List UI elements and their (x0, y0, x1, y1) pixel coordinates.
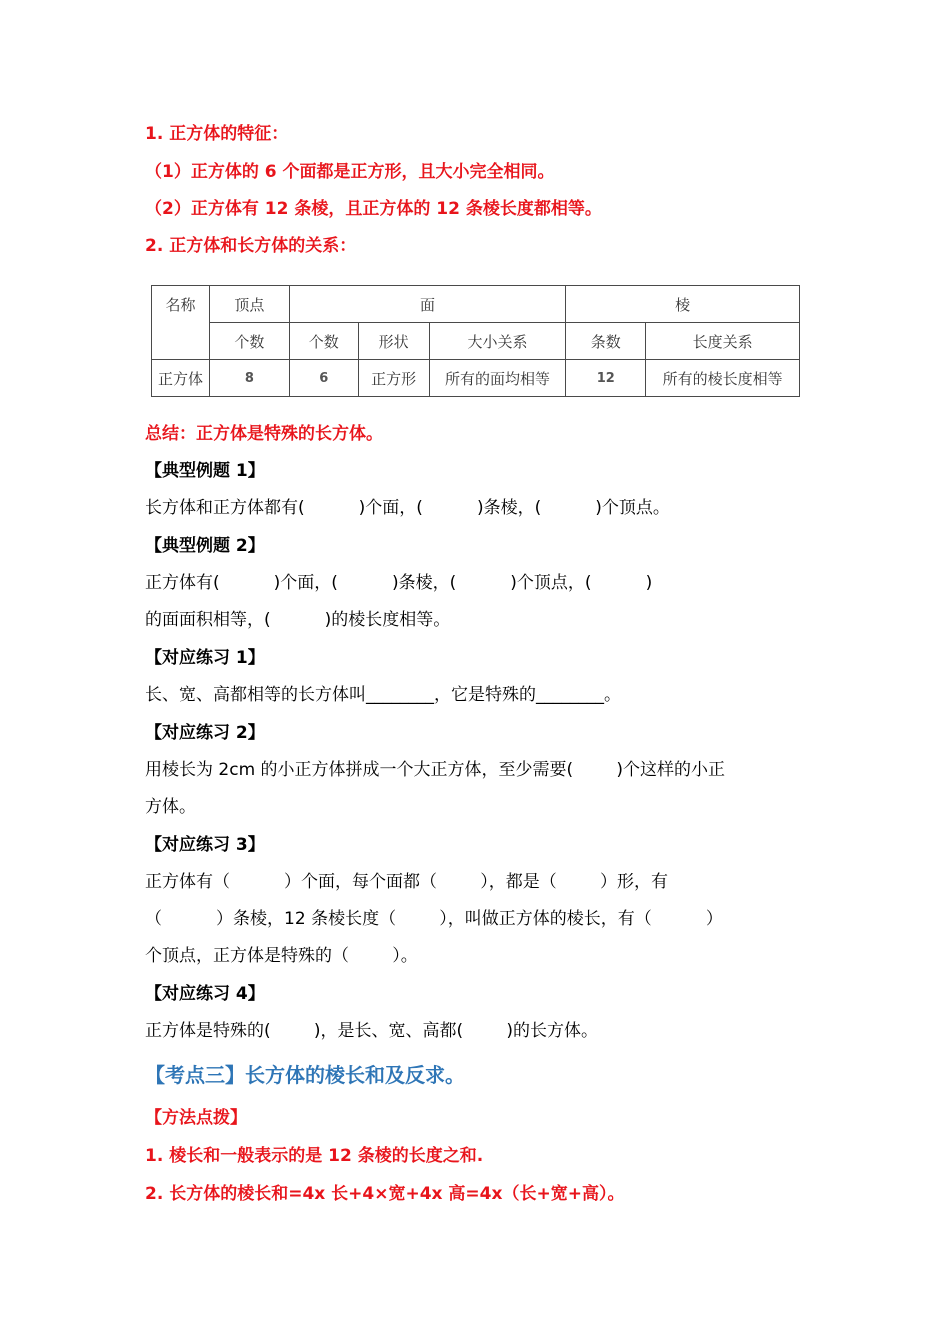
practice3-question-line1: 正方体有（ ）个面，每个面都（ ），都是（ ）形，有 (145, 872, 668, 892)
table-header-row (152, 286, 800, 323)
keypoint3-title: 【考点三】长方体的棱长和及反求。 (145, 1063, 465, 1087)
sub-face-shape: 形状 (358, 323, 429, 360)
practice1-question: 长、宽、高都相等的长方体叫________，它是特殊的________。 (145, 685, 621, 705)
row-face-size: 所有的面均相等 (429, 360, 566, 397)
row-name: 正方体 (152, 360, 210, 397)
sub-face-size: 大小关系 (429, 323, 566, 360)
section2-title: 2. 正方体和长方体的关系： (145, 236, 357, 256)
sub-face-count: 个数 (289, 323, 358, 360)
header-name: 名称 (152, 286, 210, 360)
practice3-question-line2: （ ）条棱，12 条棱长度（ ），叫做正方体的棱长，有（ ） (145, 909, 723, 929)
table-subheader-row (152, 323, 800, 360)
practice2-title: 【对应练习 2】 (145, 723, 265, 743)
table-row (152, 360, 800, 397)
cube-cuboid-relation-table (151, 285, 800, 397)
cube-feature-1: （1）正方体的 6 个面都是正方形，且大小完全相同。 (145, 162, 555, 182)
practice2-question-line2: 方体。 (145, 797, 196, 817)
practice4-title: 【对应练习 4】 (145, 984, 265, 1004)
header-vertex: 顶点 (209, 286, 289, 323)
cube-feature-2: （2）正方体有 12 条棱，且正方体的 12 条棱长度都相等。 (145, 199, 602, 219)
example2-title: 【典型例题 2】 (145, 536, 265, 556)
header-face: 面 (289, 286, 566, 323)
method-point-2: 2. 长方体的棱长和=4x 长+4×宽+4x 高=4x（长+宽+高）。 (145, 1184, 625, 1204)
example2-question-line2: 的面面积相等，( )的棱长度相等。 (145, 610, 451, 630)
sub-edge-length: 长度关系 (646, 323, 800, 360)
practice4-question: 正方体是特殊的( )，是长、宽、高都( )的长方体。 (145, 1021, 598, 1041)
practice1-title: 【对应练习 1】 (145, 648, 265, 668)
row-face-count: 6 (289, 360, 358, 397)
example2-question-line1: 正方体有( )个面，( )条棱，( )个顶点，( ) (145, 573, 653, 593)
header-edge: 棱 (566, 286, 800, 323)
example1-question: 长方体和正方体都有( )个面，( )条棱，( )个顶点。 (145, 498, 670, 518)
practice3-question-line3: 个顶点，正方体是特殊的（ ）。 (145, 946, 418, 966)
summary: 总结：正方体是特殊的长方体。 (145, 424, 383, 444)
row-edge-length: 所有的棱长度相等 (646, 360, 800, 397)
row-face-shape: 正方形 (358, 360, 429, 397)
method-title: 【方法点拨】 (145, 1108, 247, 1128)
sub-edge-count: 条数 (566, 323, 646, 360)
practice3-title: 【对应练习 3】 (145, 835, 265, 855)
method-point-1: 1. 棱长和一般表示的是 12 条棱的长度之和. (145, 1146, 484, 1166)
row-vertex-count: 8 (209, 360, 289, 397)
section1-title: 1. 正方体的特征： (145, 124, 289, 144)
row-edge-count: 12 (566, 360, 646, 397)
example1-title: 【典型例题 1】 (145, 461, 265, 481)
practice2-question-line1: 用棱长为 2cm 的小正方体拼成一个大正方体，至少需要( )个这样的小正 (145, 760, 726, 780)
sub-vertex-count: 个数 (209, 323, 289, 360)
